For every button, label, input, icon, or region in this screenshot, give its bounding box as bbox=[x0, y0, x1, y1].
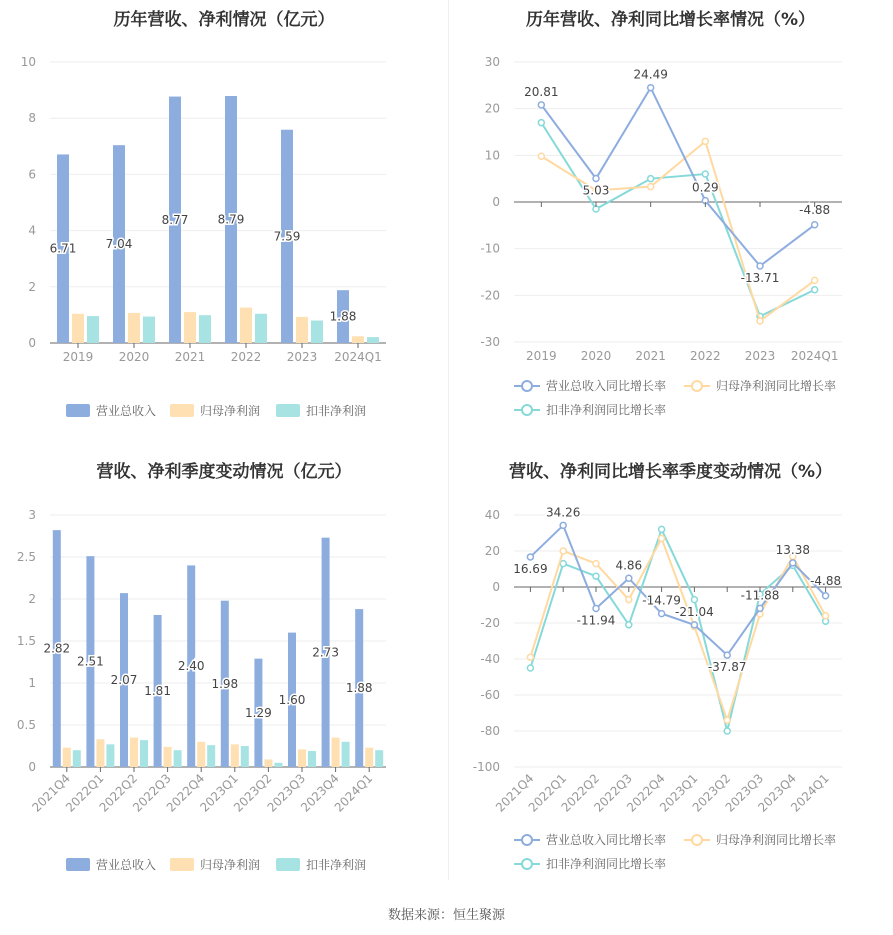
y-tick-label: 20 bbox=[484, 101, 500, 116]
y-tick-label: 3 bbox=[28, 508, 36, 522]
data-label: -11.88 bbox=[740, 588, 780, 603]
bar bbox=[197, 742, 205, 767]
data-point bbox=[659, 611, 665, 617]
bar bbox=[311, 321, 323, 343]
data-label: 2.82 bbox=[43, 641, 71, 656]
y-tick-label: 2.5 bbox=[16, 550, 36, 564]
data-label: 2.40 bbox=[177, 659, 205, 674]
x-tick-label: 2022Q2 bbox=[558, 771, 603, 815]
bar bbox=[298, 749, 306, 767]
bar bbox=[352, 336, 364, 343]
data-label: -13.71 bbox=[740, 270, 780, 285]
data-label: 7.04 bbox=[105, 237, 133, 252]
x-tick-label: 2023Q3 bbox=[264, 771, 309, 815]
data-label: -14.79 bbox=[642, 593, 681, 608]
bar bbox=[308, 751, 316, 767]
legend-swatch bbox=[170, 858, 194, 871]
legend-item-label: 扣非净利润同比增长率 bbox=[546, 403, 667, 417]
x-tick-label: 2021Q4 bbox=[492, 771, 537, 815]
data-label: 34.26 bbox=[546, 505, 581, 520]
legend-swatch bbox=[522, 859, 532, 869]
bar bbox=[296, 317, 308, 343]
data-point bbox=[648, 176, 654, 182]
x-tick-label: 2022Q3 bbox=[130, 771, 174, 815]
x-tick-label: 2022Q3 bbox=[591, 771, 635, 815]
bar bbox=[199, 315, 211, 343]
x-tick-label: 2020 bbox=[118, 350, 150, 364]
data-label: 20.81 bbox=[524, 84, 559, 99]
legend-item-label: 扣非净利润 bbox=[306, 404, 367, 418]
bar bbox=[231, 744, 239, 767]
legend-swatch bbox=[66, 404, 90, 417]
data-label: 1.88 bbox=[345, 681, 373, 696]
data-label: 1.98 bbox=[211, 676, 239, 691]
data-label: 24.49 bbox=[633, 67, 668, 82]
y-tick-label: -20 bbox=[480, 616, 500, 630]
bar bbox=[367, 337, 379, 343]
y-tick-label: -100 bbox=[472, 760, 500, 774]
y-tick-label: 2 bbox=[28, 279, 36, 294]
x-tick-label: 2023 bbox=[286, 350, 318, 364]
y-tick-label: 6 bbox=[28, 167, 36, 182]
x-tick-label: 2023Q2 bbox=[230, 771, 275, 815]
data-point bbox=[691, 597, 697, 603]
bar bbox=[274, 763, 282, 767]
data-point bbox=[626, 575, 632, 581]
series-line bbox=[541, 141, 814, 321]
bar bbox=[264, 759, 272, 767]
y-tick-label: 0 bbox=[28, 336, 36, 350]
legend-item-label: 归母净利润同比增长率 bbox=[716, 833, 837, 847]
data-point bbox=[648, 85, 654, 91]
y-tick-label: -40 bbox=[480, 652, 500, 666]
data-point bbox=[593, 605, 599, 611]
legend-item-label: 归母净利润 bbox=[200, 858, 261, 872]
chart-title: 营收、净利季度变动情况（亿元） bbox=[96, 462, 352, 482]
data-label: -11.94 bbox=[576, 613, 616, 628]
bar bbox=[342, 742, 350, 767]
series-line bbox=[541, 123, 814, 317]
data-point bbox=[659, 526, 665, 532]
quarterly-amount-chart bbox=[0, 440, 448, 890]
x-tick-label: 2022Q4 bbox=[624, 771, 668, 815]
x-tick-label: 2022Q2 bbox=[96, 771, 141, 815]
legend-item-label: 扣非净利润同比增长率 bbox=[546, 857, 667, 871]
bar bbox=[63, 748, 71, 767]
data-label: 5.03 bbox=[582, 183, 610, 198]
data-label: -37.87 bbox=[707, 660, 747, 675]
data-label: -21.04 bbox=[675, 604, 714, 619]
bar bbox=[96, 739, 104, 767]
data-point bbox=[527, 665, 533, 671]
bar bbox=[241, 746, 249, 767]
bar bbox=[207, 745, 215, 767]
data-label: 8.77 bbox=[161, 212, 189, 227]
legend-item-label: 营业总收入 bbox=[96, 404, 157, 418]
x-tick-label: 2023Q4 bbox=[298, 771, 342, 815]
bar bbox=[332, 738, 340, 767]
x-tick-label: 2021Q4 bbox=[29, 771, 73, 815]
data-label: 1.88 bbox=[329, 309, 357, 324]
y-tick-label: 0 bbox=[492, 580, 500, 594]
data-point bbox=[724, 652, 730, 658]
data-point bbox=[593, 176, 599, 182]
x-tick-label: 2023Q2 bbox=[689, 771, 734, 815]
x-tick-label: 2024Q1 bbox=[788, 771, 832, 815]
x-tick-label: 2022 bbox=[690, 349, 721, 363]
data-point bbox=[812, 277, 818, 283]
y-tick-label: 2 bbox=[28, 592, 36, 606]
y-tick-label: 0 bbox=[492, 195, 500, 209]
data-point bbox=[626, 597, 632, 603]
legend-swatch bbox=[692, 835, 702, 845]
x-tick-label: 2022Q4 bbox=[163, 771, 208, 815]
x-tick-label: 2023Q1 bbox=[197, 771, 241, 815]
data-point bbox=[812, 287, 818, 293]
data-label: 2.73 bbox=[312, 645, 339, 660]
chart-title: 历年营收、净利情况（亿元） bbox=[113, 10, 335, 30]
bar bbox=[73, 750, 81, 767]
bar bbox=[174, 750, 182, 767]
data-point bbox=[560, 561, 566, 567]
data-label: 4.86 bbox=[615, 558, 643, 573]
bar bbox=[184, 312, 196, 343]
y-tick-label: 0 bbox=[28, 760, 36, 774]
data-label: 1.81 bbox=[144, 683, 171, 698]
bar bbox=[72, 314, 84, 343]
annual-amount-chart bbox=[0, 0, 448, 440]
quarterly-growth-plot bbox=[448, 440, 893, 890]
chart-title: 营收、净利同比增长率季度变动情况（%） bbox=[508, 462, 833, 482]
data-point bbox=[823, 593, 829, 599]
bar bbox=[140, 740, 148, 767]
data-point bbox=[538, 153, 544, 159]
legend-swatch bbox=[522, 835, 532, 845]
y-tick-label: 20 bbox=[484, 544, 500, 558]
x-tick-label: 2024Q1 bbox=[790, 349, 839, 363]
y-tick-label: -30 bbox=[480, 335, 500, 349]
data-point bbox=[560, 548, 566, 554]
data-label: 1.29 bbox=[245, 705, 272, 720]
x-tick-label: 2021 bbox=[174, 350, 206, 364]
legend-item-label: 扣非净利润 bbox=[306, 858, 367, 872]
bar bbox=[143, 317, 155, 343]
data-point bbox=[757, 263, 763, 269]
x-tick-label: 2022Q1 bbox=[62, 771, 107, 815]
data-point bbox=[691, 622, 697, 628]
y-tick-label: 10 bbox=[484, 148, 500, 163]
quarterly-amount-plot bbox=[0, 440, 448, 890]
data-point bbox=[757, 605, 763, 611]
data-source: 数据来源：恒生聚源 bbox=[387, 908, 505, 923]
y-tick-label: 30 bbox=[484, 55, 500, 69]
data-label: 7.59 bbox=[273, 229, 301, 244]
data-point bbox=[538, 120, 544, 126]
x-tick-label: 2022 bbox=[230, 350, 262, 364]
legend-swatch bbox=[276, 858, 300, 871]
bar bbox=[365, 748, 373, 767]
y-tick-label: 1.5 bbox=[16, 634, 36, 648]
data-point bbox=[790, 560, 796, 566]
x-tick-label: 2024Q1 bbox=[334, 350, 382, 364]
legend-swatch bbox=[66, 858, 90, 871]
x-tick-label: 2023Q4 bbox=[755, 771, 799, 815]
annual-growth-chart bbox=[448, 0, 893, 440]
x-tick-label: 2021 bbox=[635, 349, 666, 363]
quarterly-growth-chart bbox=[448, 440, 893, 890]
data-point bbox=[648, 184, 654, 190]
bar bbox=[375, 750, 383, 767]
bar bbox=[255, 314, 267, 343]
legend-item-label: 归母净利润 bbox=[200, 404, 261, 418]
x-tick-label: 2020 bbox=[580, 349, 612, 363]
bar bbox=[240, 308, 252, 343]
y-tick-label: 4 bbox=[28, 223, 36, 238]
legend-item-label: 营业总收入同比增长率 bbox=[546, 379, 667, 393]
y-tick-label: 40 bbox=[484, 508, 500, 522]
data-label: 8.79 bbox=[217, 212, 245, 227]
bar bbox=[128, 313, 140, 343]
y-tick-label: -20 bbox=[480, 288, 500, 303]
x-tick-label: 2024Q1 bbox=[331, 771, 376, 815]
x-tick-label: 2023 bbox=[744, 349, 776, 363]
data-point bbox=[527, 654, 533, 660]
annual-growth-plot bbox=[448, 0, 893, 440]
x-tick-label: 2019 bbox=[526, 349, 557, 363]
data-label: 2.51 bbox=[77, 654, 104, 669]
y-tick-label: 0.5 bbox=[16, 718, 36, 732]
data-label: 2.07 bbox=[110, 673, 138, 688]
bar bbox=[164, 747, 172, 767]
y-tick-label: 1 bbox=[28, 676, 36, 690]
data-label: 13.38 bbox=[775, 542, 810, 557]
x-tick-label: 2023Q1 bbox=[656, 771, 701, 815]
data-point bbox=[593, 561, 599, 567]
annual-amount-plot bbox=[0, 0, 448, 440]
data-label: 0.29 bbox=[691, 180, 719, 195]
data-point bbox=[659, 535, 665, 541]
data-point bbox=[724, 728, 730, 734]
data-label: 1.60 bbox=[278, 692, 306, 707]
y-tick-label: 8 bbox=[28, 111, 36, 126]
x-tick-label: 2023Q3 bbox=[722, 771, 767, 815]
bar bbox=[106, 744, 114, 767]
legend-item-label: 营业总收入同比增长率 bbox=[546, 833, 667, 847]
bar bbox=[87, 316, 99, 343]
data-label: -4.88 bbox=[799, 202, 831, 217]
data-point bbox=[724, 717, 730, 723]
data-point bbox=[560, 522, 566, 528]
legend-item-label: 营业总收入 bbox=[96, 858, 157, 872]
y-tick-label: 10 bbox=[20, 55, 36, 69]
data-point bbox=[538, 102, 544, 108]
data-label: 6.71 bbox=[49, 241, 77, 256]
data-point bbox=[626, 622, 632, 628]
data-point bbox=[527, 554, 533, 560]
x-tick-label: 2019 bbox=[62, 350, 94, 364]
data-label: 16.69 bbox=[513, 561, 548, 576]
data-point bbox=[757, 318, 763, 324]
y-tick-label: -10 bbox=[480, 241, 500, 256]
series-line bbox=[530, 529, 825, 731]
legend-swatch bbox=[692, 381, 702, 391]
y-tick-label: -60 bbox=[480, 688, 500, 702]
data-point bbox=[593, 573, 599, 579]
legend-swatch bbox=[522, 405, 532, 415]
data-point bbox=[823, 613, 829, 619]
data-point bbox=[702, 138, 708, 144]
data-label: -4.88 bbox=[810, 573, 842, 588]
chart-title: 历年营收、净利同比增长率情况（%） bbox=[525, 10, 816, 30]
y-tick-label: -80 bbox=[480, 724, 500, 738]
legend-swatch bbox=[170, 404, 194, 417]
bar bbox=[130, 738, 138, 767]
x-tick-label: 2022Q1 bbox=[525, 771, 570, 815]
legend-item-label: 归母净利润同比增长率 bbox=[716, 379, 837, 393]
legend-swatch bbox=[276, 404, 300, 417]
legend-swatch bbox=[522, 381, 532, 391]
data-point bbox=[702, 171, 708, 177]
data-point bbox=[812, 222, 818, 228]
